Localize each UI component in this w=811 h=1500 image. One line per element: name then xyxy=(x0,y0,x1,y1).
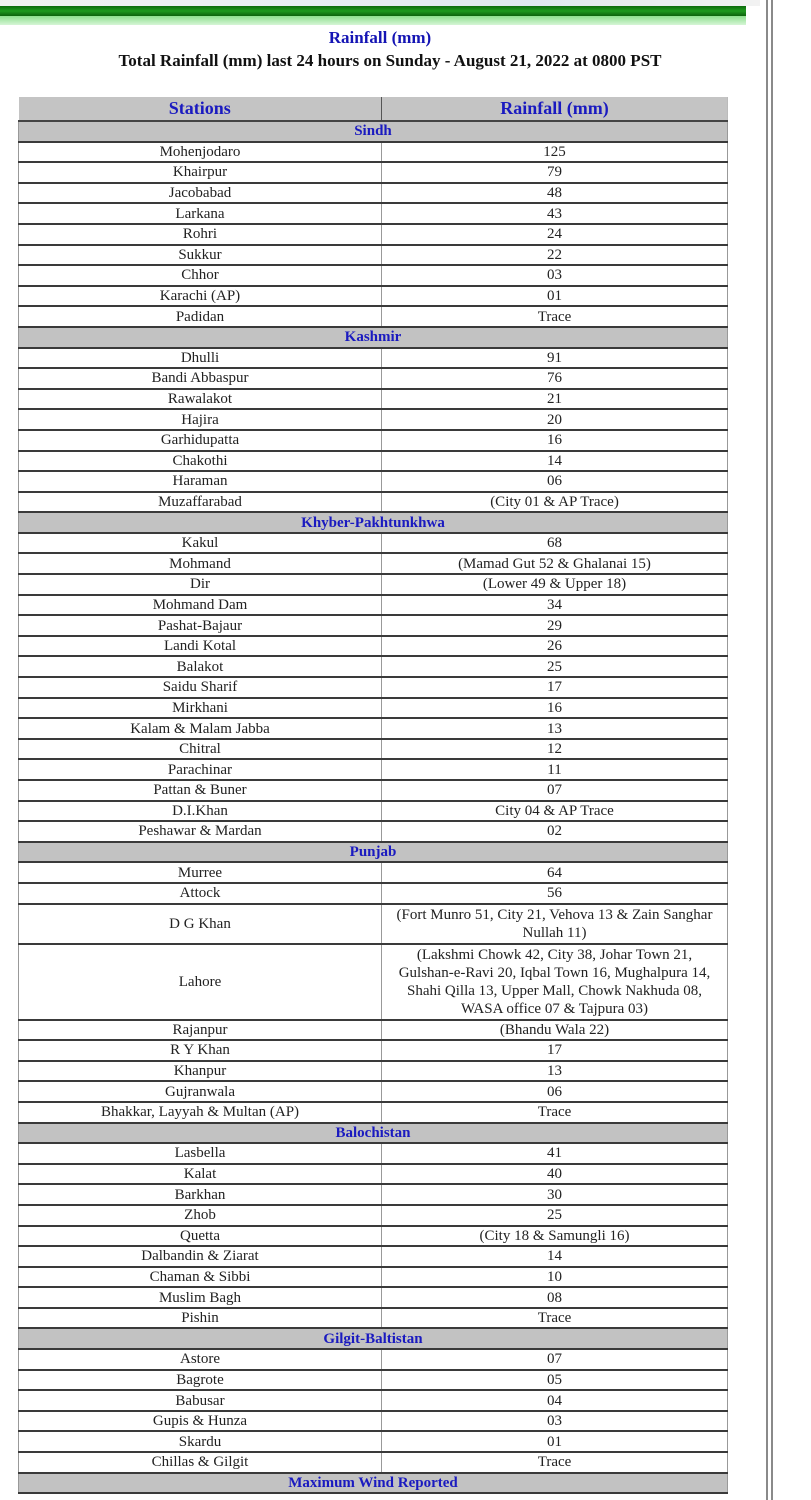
station-cell: Muzaffarabad xyxy=(19,492,382,513)
station-cell: Dhulli xyxy=(19,348,382,369)
rainfall-cell: 64 xyxy=(382,862,728,883)
station-cell: Chhor xyxy=(19,265,382,286)
table-row xyxy=(19,1431,728,1452)
table-row xyxy=(19,533,728,554)
station-cell: Rajanpur xyxy=(19,1020,382,1041)
rainfall-cell: 14 xyxy=(382,451,728,472)
table-row xyxy=(19,615,728,636)
rainfall-cell: 43 xyxy=(382,203,728,224)
page-frame-line xyxy=(771,0,773,1500)
rainfall-cell: 17 xyxy=(382,677,728,698)
table-row xyxy=(19,265,728,286)
table-row xyxy=(19,821,728,842)
station-cell: Balakot xyxy=(19,656,382,677)
station-cell: Haraman xyxy=(19,471,382,492)
station-cell: Khairpur xyxy=(19,162,382,183)
rainfall-cell: (Lower 49 & Upper 18) xyxy=(382,574,728,595)
table-row xyxy=(19,1287,728,1308)
station-cell: Murree xyxy=(19,862,382,883)
station-cell: Hajira xyxy=(19,409,382,430)
station-cell: Chakothi xyxy=(19,451,382,472)
section-header-row xyxy=(19,1473,728,1494)
rainfall-cell: 30 xyxy=(382,1184,728,1205)
station-cell: Bagrote xyxy=(19,1370,382,1391)
table-header-row xyxy=(19,97,728,121)
section-title: Punjab xyxy=(19,842,728,863)
rainfall-cell: 02 xyxy=(382,821,728,842)
station-cell: Karachi (AP) xyxy=(19,286,382,307)
rainfall-cell: 01 xyxy=(382,286,728,307)
rainfall-table xyxy=(18,97,728,1494)
table-row xyxy=(19,636,728,657)
station-cell: Bhakkar, Layyah & Multan (AP) xyxy=(19,1102,382,1123)
table-row xyxy=(19,1308,728,1329)
station-cell: D.I.Khan xyxy=(19,801,382,822)
table-row xyxy=(19,348,728,369)
table-row xyxy=(19,203,728,224)
rainfall-cell: 25 xyxy=(382,1205,728,1226)
table-row xyxy=(19,1390,728,1411)
station-cell: Padidan xyxy=(19,306,382,327)
rainfall-cell: 03 xyxy=(382,1411,728,1432)
rainfall-cell: 06 xyxy=(382,471,728,492)
section-header-row xyxy=(19,512,728,533)
station-cell: Quetta xyxy=(19,1226,382,1247)
page-frame-line xyxy=(766,0,768,1500)
station-cell: Kakul xyxy=(19,533,382,554)
rainfall-cell: 05 xyxy=(382,1370,728,1391)
table-row xyxy=(19,1081,728,1102)
rainfall-cell: 08 xyxy=(382,1287,728,1308)
station-cell: Peshawar & Mardan xyxy=(19,821,382,842)
station-cell: Chaman & Sibbi xyxy=(19,1267,382,1288)
table-row xyxy=(19,306,728,327)
section-title: Kashmir xyxy=(19,327,728,348)
section-header-row xyxy=(19,121,728,142)
rainfall-cell: 20 xyxy=(382,409,728,430)
station-cell: Mohmand Dam xyxy=(19,595,382,616)
table-body xyxy=(19,121,728,1493)
section-header-row xyxy=(19,327,728,348)
table-row xyxy=(19,1020,728,1041)
table-row xyxy=(19,1226,728,1247)
station-cell: Mohenjodaro xyxy=(19,142,382,163)
station-cell: Larkana xyxy=(19,203,382,224)
rainfall-cell: 16 xyxy=(382,430,728,451)
rainfall-cell: 48 xyxy=(382,183,728,204)
station-cell: Jacobabad xyxy=(19,183,382,204)
table-row xyxy=(19,1164,728,1185)
rainfall-cell: 11 xyxy=(382,759,728,780)
table-row xyxy=(19,1061,728,1082)
rainfall-cell: Trace xyxy=(382,1102,728,1123)
rainfall-cell: 10 xyxy=(382,1267,728,1288)
table-row xyxy=(19,553,728,574)
page-title: Rainfall (mm) xyxy=(328,28,432,47)
table-row xyxy=(19,224,728,245)
station-cell: Lahore xyxy=(19,944,382,1020)
rainfall-cell: (Bhandu Wala 22) xyxy=(382,1020,728,1041)
section-title: Balochistan xyxy=(19,1123,728,1144)
table-row xyxy=(19,698,728,719)
rainfall-cell: 26 xyxy=(382,636,728,657)
station-cell: R Y Khan xyxy=(19,1040,382,1061)
page-subtitle: Total Rainfall (mm) last 24 hours on Sunday - August 21, 2022 at 0800 PST xyxy=(118,51,662,70)
table-row xyxy=(19,245,728,266)
station-cell: Dir xyxy=(19,574,382,595)
section-header-row xyxy=(19,842,728,863)
rainfall-cell: (City 01 & AP Trace) xyxy=(382,492,728,513)
station-cell: Gupis & Hunza xyxy=(19,1411,382,1432)
rainfall-cell: 07 xyxy=(382,1349,728,1370)
rainfall-cell: 91 xyxy=(382,348,728,369)
table-row xyxy=(19,430,728,451)
table-row xyxy=(19,162,728,183)
rainfall-cell: 17 xyxy=(382,1040,728,1061)
station-cell: Barkhan xyxy=(19,1184,382,1205)
header-green-bar-shadow xyxy=(0,16,746,25)
rainfall-cell: 14 xyxy=(382,1246,728,1267)
table-row xyxy=(19,451,728,472)
table-row xyxy=(19,492,728,513)
rainfall-cell: 04 xyxy=(382,1390,728,1411)
rainfall-cell: 25 xyxy=(382,656,728,677)
rainfall-cell: 06 xyxy=(382,1081,728,1102)
rainfall-cell: 16 xyxy=(382,698,728,719)
station-cell: Babusar xyxy=(19,1390,382,1411)
station-cell: Khanpur xyxy=(19,1061,382,1082)
table-row xyxy=(19,1411,728,1432)
section-header-row xyxy=(19,1328,728,1349)
table-row xyxy=(19,718,728,739)
station-cell: Mirkhani xyxy=(19,698,382,719)
rainfall-cell: (Fort Munro 51, City 21, Vehova 13 & Zain Sanghar Nullah 11) xyxy=(382,904,728,944)
station-cell: Rohri xyxy=(19,224,382,245)
station-cell: Attock xyxy=(19,883,382,904)
station-cell: Gujranwala xyxy=(19,1081,382,1102)
station-cell: Kalat xyxy=(19,1164,382,1185)
table-row xyxy=(19,183,728,204)
rainfall-cell: 01 xyxy=(382,1431,728,1452)
station-cell: Lasbella xyxy=(19,1143,382,1164)
rainfall-cell: 07 xyxy=(382,780,728,801)
rainfall-cell: Trace xyxy=(382,306,728,327)
rainfall-cell: 24 xyxy=(382,224,728,245)
table-row xyxy=(19,1246,728,1267)
rainfall-cell: (Lakshmi Chowk 42, City 38, Johar Town 21, Gulshan-e-Ravi 20, Iqbal Town 16, Mughalpura 14, Shahi Qilla 13, Upper Mall, Chowk Nakhuda 08, WASA office 07 & Tajpura 03) xyxy=(382,944,728,1020)
table-row xyxy=(19,595,728,616)
table-row xyxy=(19,368,728,389)
table-row xyxy=(19,1267,728,1288)
rainfall-cell: 41 xyxy=(382,1143,728,1164)
station-cell: Skardu xyxy=(19,1431,382,1452)
station-cell: Zhob xyxy=(19,1205,382,1226)
column-header-rainfall: Rainfall (mm) xyxy=(382,97,728,121)
table-row xyxy=(19,656,728,677)
rainfall-cell: 34 xyxy=(382,595,728,616)
table-row xyxy=(19,1102,728,1123)
rainfall-cell: City 04 & AP Trace xyxy=(382,801,728,822)
rainfall-cell: 29 xyxy=(382,615,728,636)
section-title-maximum-wind: Maximum Wind Reported xyxy=(19,1473,728,1494)
table-row xyxy=(19,883,728,904)
rainfall-cell: (City 18 & Samungli 16) xyxy=(382,1226,728,1247)
station-cell: D G Khan xyxy=(19,904,382,944)
rainfall-cell: (Mamad Gut 52 & Ghalanai 15) xyxy=(382,553,728,574)
station-cell: Kalam & Malam Jabba xyxy=(19,718,382,739)
rainfall-cell: 40 xyxy=(382,1164,728,1185)
table-row xyxy=(19,1370,728,1391)
column-header-stations: Stations xyxy=(19,97,382,121)
table-row xyxy=(19,409,728,430)
station-cell: Pishin xyxy=(19,1308,382,1329)
station-cell: Parachinar xyxy=(19,759,382,780)
table-row xyxy=(19,677,728,698)
rainfall-cell: 22 xyxy=(382,245,728,266)
table-row xyxy=(19,801,728,822)
table-row xyxy=(19,759,728,780)
table-row xyxy=(19,862,728,883)
table-row xyxy=(19,1349,728,1370)
station-cell: Pattan & Buner xyxy=(19,780,382,801)
table-row xyxy=(19,574,728,595)
rainfall-cell: 13 xyxy=(382,1061,728,1082)
rainfall-cell: Trace xyxy=(382,1308,728,1329)
station-cell: Pashat-Bajaur xyxy=(19,615,382,636)
table-row xyxy=(19,1143,728,1164)
rainfall-cell: 21 xyxy=(382,389,728,410)
station-cell: Bandi Abbaspur xyxy=(19,368,382,389)
table-row xyxy=(19,904,728,944)
rainfall-cell: 12 xyxy=(382,739,728,760)
table-row xyxy=(19,1184,728,1205)
table-row xyxy=(19,1452,728,1473)
table-row xyxy=(19,142,728,163)
station-cell: Astore xyxy=(19,1349,382,1370)
station-cell: Muslim Bagh xyxy=(19,1287,382,1308)
section-title: Sindh xyxy=(19,121,728,142)
station-cell: Landi Kotal xyxy=(19,636,382,657)
station-cell: Rawalakot xyxy=(19,389,382,410)
rainfall-cell: Trace xyxy=(382,1452,728,1473)
table-row xyxy=(19,1040,728,1061)
table-row xyxy=(19,944,728,1020)
station-cell: Sukkur xyxy=(19,245,382,266)
station-cell: Chitral xyxy=(19,739,382,760)
table-row xyxy=(19,780,728,801)
header-green-bar xyxy=(0,6,746,16)
rainfall-cell: 125 xyxy=(382,142,728,163)
rainfall-cell: 68 xyxy=(382,533,728,554)
table-row xyxy=(19,739,728,760)
rainfall-cell: 79 xyxy=(382,162,728,183)
station-cell: Dalbandin & Ziarat xyxy=(19,1246,382,1267)
rainfall-cell: 13 xyxy=(382,718,728,739)
section-title: Gilgit-Baltistan xyxy=(19,1328,728,1349)
rainfall-cell: 76 xyxy=(382,368,728,389)
station-cell: Chillas & Gilgit xyxy=(19,1452,382,1473)
table-row xyxy=(19,471,728,492)
section-title: Khyber-Pakhtunkhwa xyxy=(19,512,728,533)
table-row xyxy=(19,389,728,410)
station-cell: Mohmand xyxy=(19,553,382,574)
rainfall-cell: 03 xyxy=(382,265,728,286)
table-row xyxy=(19,1205,728,1226)
table-row xyxy=(19,286,728,307)
section-header-row xyxy=(19,1123,728,1144)
station-cell: Garhidupatta xyxy=(19,430,382,451)
rainfall-cell: 56 xyxy=(382,883,728,904)
station-cell: Saidu Sharif xyxy=(19,677,382,698)
